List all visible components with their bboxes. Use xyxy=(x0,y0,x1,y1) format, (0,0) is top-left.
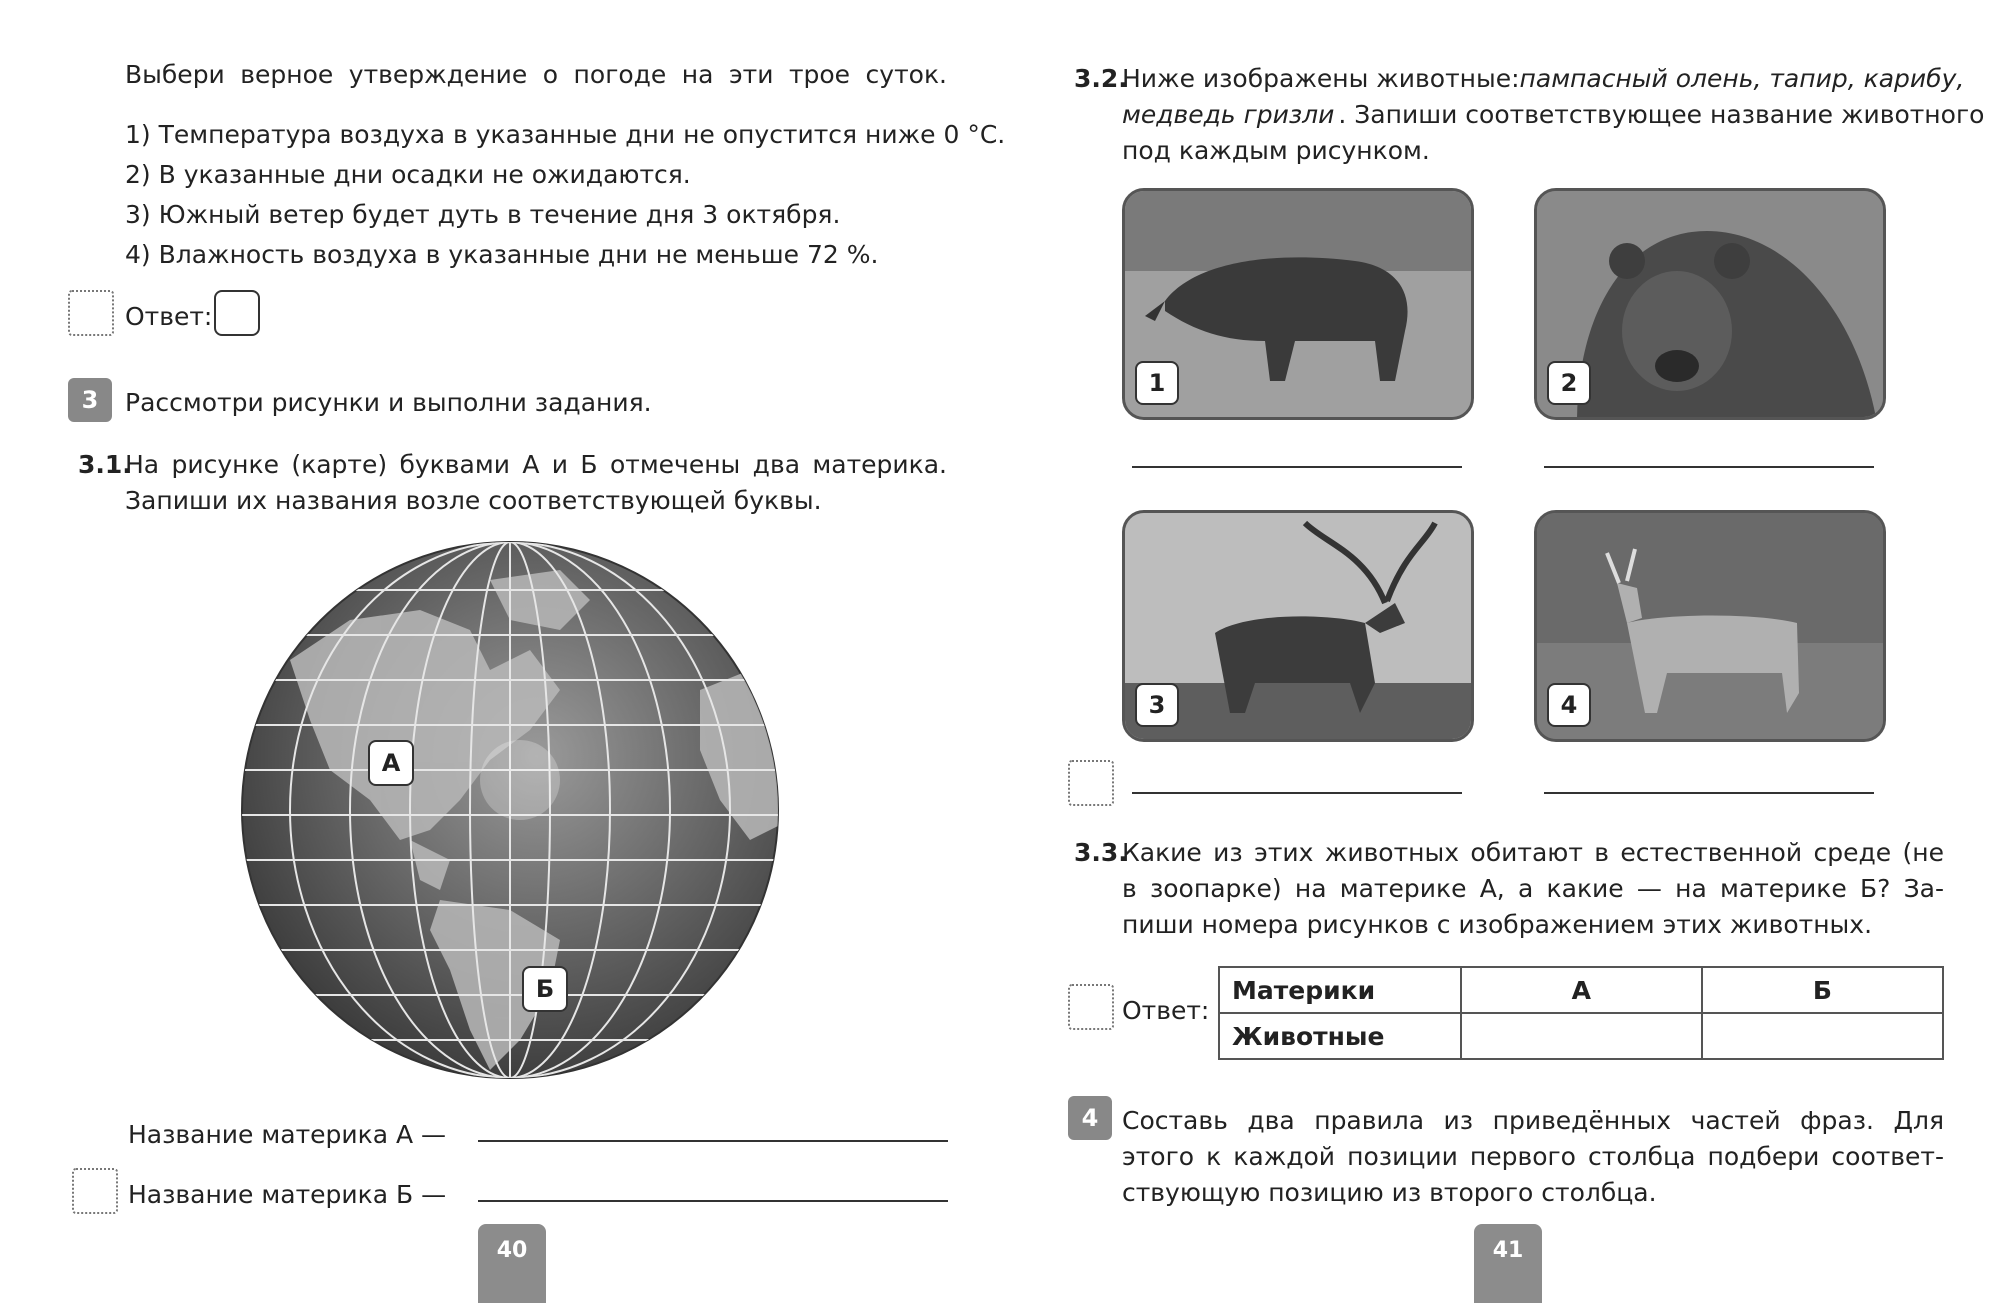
table-header-b: Б xyxy=(1702,967,1943,1013)
table-cell-b[interactable] xyxy=(1702,1013,1943,1059)
task-4-line1: Составь два правила из приведённых частей фраз. Для xyxy=(1122,1106,1944,1135)
score-box xyxy=(72,1168,118,1214)
score-box xyxy=(1068,984,1114,1030)
map-label-b: Б xyxy=(522,966,568,1012)
grizzly-bear-photo xyxy=(1534,188,1886,420)
answer-line-3[interactable] xyxy=(1132,792,1462,794)
question-intro: Выбери верное утверждение о погоде на эти трое суток. xyxy=(125,60,947,89)
option-2: 2) В указанные дни осадки не ожидаются. xyxy=(125,160,691,189)
answer-box[interactable] xyxy=(214,290,260,336)
continent-a-label: Название материка А — xyxy=(128,1120,447,1149)
task-3-number: 3 xyxy=(68,378,112,422)
table-cell-a[interactable] xyxy=(1461,1013,1702,1059)
task-4-number: 4 xyxy=(1068,1096,1112,1140)
page-number-right: 41 xyxy=(1474,1224,1542,1303)
task-33-line1: Какие из этих животных обитают в естественной среде (не xyxy=(1122,838,1944,867)
continent-a-line[interactable] xyxy=(478,1140,948,1142)
tapir-photo xyxy=(1122,188,1474,420)
answer-label: Ответ: xyxy=(125,302,213,331)
task-3-title: Рассмотри рисунки и выполни задания. xyxy=(125,388,652,417)
task-32-line1a: Ниже изображены животные: xyxy=(1122,64,1520,93)
task-4-line2: этого к каждой позиции первого столбца подбери соответ- xyxy=(1122,1142,1944,1171)
table-header-continents: Материки xyxy=(1219,967,1461,1013)
table-row xyxy=(1219,1013,1943,1059)
caribou-photo xyxy=(1122,510,1474,742)
answer-table xyxy=(1218,966,1944,1060)
page-number-left: 40 xyxy=(478,1224,546,1303)
continent-b-label: Название материка Б — xyxy=(128,1180,447,1209)
answer-line-1[interactable] xyxy=(1132,466,1462,468)
task-33-line2: в зоопарке) на материке А, а какие — на материке Б? За- xyxy=(1122,874,1944,903)
globe-map xyxy=(230,540,790,1080)
table-row xyxy=(1219,967,1943,1013)
table-label-animals: Животные xyxy=(1219,1013,1461,1059)
task-33-number: 3.3. xyxy=(1074,838,1128,867)
table-header-a: А xyxy=(1461,967,1702,1013)
photo-label-1: 1 xyxy=(1135,361,1179,405)
task-32-line2 xyxy=(1122,100,1985,129)
task-33-line3: пиши номера рисунков с изображением этих животных. xyxy=(1122,910,1873,939)
option-4: 4) Влажность воздуха в указанные дни не меньше 72 %. xyxy=(125,240,879,269)
photo-label-4: 4 xyxy=(1547,683,1591,727)
option-1: 1) Температура воздуха в указанные дни не опустится ниже 0 °С. xyxy=(125,120,1006,149)
task-32-line2a: медведь гризли xyxy=(1122,100,1335,129)
answer-line-4[interactable] xyxy=(1544,792,1874,794)
task-32-number: 3.2. xyxy=(1074,64,1128,93)
photo-label-2: 2 xyxy=(1547,361,1591,405)
option-3: 3) Южный ветер будет дуть в течение дня 3 октября. xyxy=(125,200,841,229)
continent-b-line[interactable] xyxy=(478,1200,948,1202)
task-31-number: 3.1. xyxy=(78,450,132,479)
task-31-line1: На рисунке (карте) буквами А и Б отмечены два материка. xyxy=(125,450,947,479)
task-32-line3: под каждым рисунком. xyxy=(1122,136,1430,165)
score-box xyxy=(1068,760,1114,806)
table-answer-label: Ответ: xyxy=(1122,996,1210,1025)
task-31-line2: Запиши их названия возле соответствующей буквы. xyxy=(125,486,822,515)
pampas-deer-photo xyxy=(1534,510,1886,742)
task-32-line2b: . Запиши соответствующее название животного xyxy=(1338,100,1985,129)
task-4-line3: ствующую позицию из второго столбца. xyxy=(1122,1178,1657,1207)
task-32-line1 xyxy=(1122,64,1965,93)
map-label-a: А xyxy=(368,740,414,786)
task-32-line1b: пампасный олень, тапир, карибу, xyxy=(1519,64,1965,93)
photo-label-3: 3 xyxy=(1135,683,1179,727)
score-box xyxy=(68,290,114,336)
answer-line-2[interactable] xyxy=(1544,466,1874,468)
